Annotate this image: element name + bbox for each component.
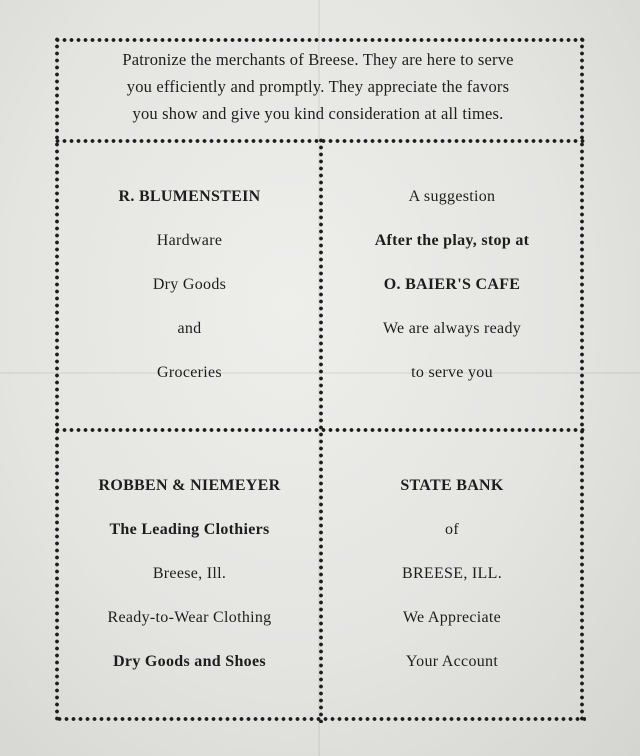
ad-robben-niemeyer [62,464,317,684]
ad-line: and [177,320,202,337]
ad-state-bank [326,464,578,684]
ad-line: We Appreciate [402,609,502,626]
border-right [578,36,586,723]
border-center [317,137,325,723]
border-top [54,36,586,44]
intro-paragraph [68,46,568,127]
ad-line: We are always ready [382,320,522,337]
ad-merchant-name: R. BLUMENSTEIN [118,188,261,205]
ad-line: Hardware [156,232,223,249]
ad-line: BREESE, ILL. [401,565,503,582]
ad-line: to serve you [411,364,493,381]
ad-line: Breese, Ill. [152,565,227,582]
ad-line: Dry Goods [152,276,227,293]
ad-line: of [445,521,459,538]
intro-line: Patronize the merchants of Breese. They are here to serve [122,50,514,69]
ad-baiers-cafe [326,175,578,395]
intro-line: you efficiently and promptly. They appreciate the favors [126,77,510,96]
ad-line: Ready-to-Wear Clothing [107,609,272,626]
ad-line: Your Account [405,653,499,670]
ad-blumenstein [62,175,317,395]
ad-merchant-name: O. BAIER'S CAFE [383,276,521,293]
ad-line: The Leading Clothiers [109,521,270,538]
ad-line: Dry Goods and Shoes [113,653,266,670]
intro-line: you show and give you kind consideration at all times. [132,104,504,123]
ad-line: A suggestion [408,188,496,205]
ad-line: Groceries [157,364,222,381]
ad-line: After the play, stop at [374,232,530,249]
ad-merchant-name: ROBBEN & NIEMEYER [98,477,281,494]
border-left [53,36,61,723]
ad-merchant-name: STATE BANK [400,477,504,494]
